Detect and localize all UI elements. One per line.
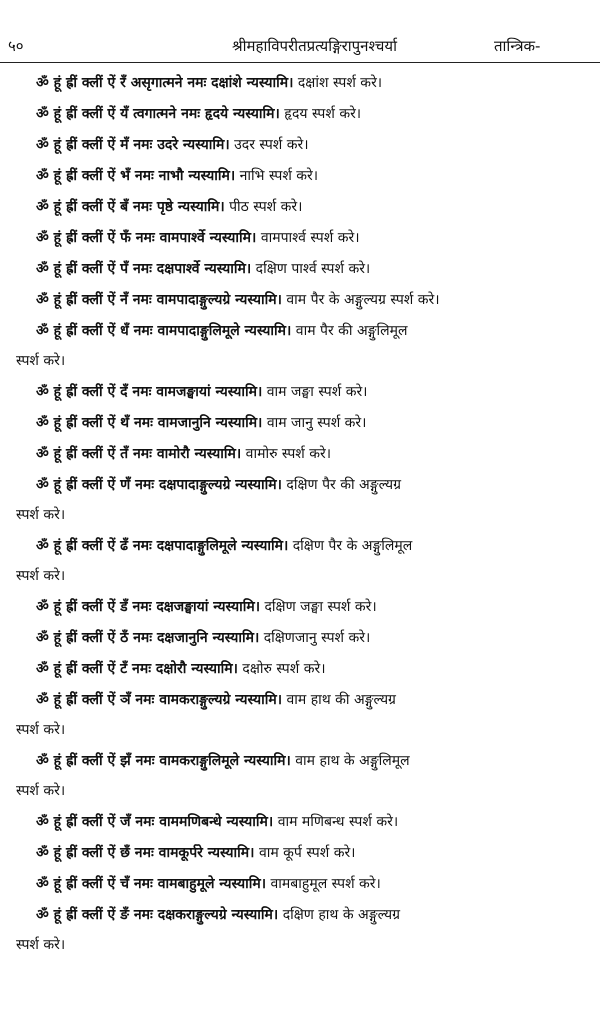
mantra-text: ॐ हूं ह्रीं क्लीं ऐं दँ नमः वामजङ्घायां न्यस्यामि। [36,384,263,400]
mantra-text: ॐ हूं ह्रीं क्लीं ऐं चँ नमः वामबाहुमूले न्यस्यामि। [36,876,267,892]
mantra-text: ॐ हूं ह्रीं क्लीं ऐं जँ नमः वाममणिबन्धे न्यस्यामि। [36,814,274,830]
nyasa-entry [16,291,588,309]
mantra-text: ॐ हूं ह्रीं क्लीं ऐं झँ नमः वामकराङ्गुलिमूले न्यस्यामि। [36,753,291,769]
nyasa-entry [16,537,588,585]
nyasa-entry [16,136,588,154]
mantra-text: ॐ हूं ह्रीं क्लीं ऐं यँ त्वगात्मने नमः हृदये न्यस्यामि। [36,106,280,122]
nyasa-entry [16,167,588,185]
section-label: तान्त्रिक- [494,37,541,55]
mantra-text: ॐ हूं ह्रीं क्लीं ऐं ढँ नमः दक्षपादाङ्गुलिमूले न्यस्यामि। [36,538,289,554]
nyasa-entry [16,629,588,647]
page-title: श्रीमहाविपरीतप्रत्यङ्गिरापुनश्चर्या [232,37,397,55]
nyasa-entry [16,906,588,954]
nyasa-entry [16,414,588,432]
mantra-text: ॐ हूं ह्रीं क्लीं ऐं छँ नमः वामकूर्परे न्यस्यामि। [36,845,255,861]
instruction-text: दक्षिण पैर की अङ्गुल्यग्र [286,477,402,493]
instruction-text: दक्षोरु स्पर्श करे। [242,661,326,677]
mantra-text: ॐ हूं ह्रीं क्लीं ऐं भँ नमः नाभौ न्यस्यामि। [36,168,236,184]
instruction-continuation: स्पर्श करे। [16,783,66,799]
instruction-continuation: स्पर्श करे। [16,353,66,369]
nyasa-entry [16,660,588,678]
nyasa-entry [16,844,588,862]
instruction-text: वामपार्श्व स्पर्श करे। [260,230,360,246]
nyasa-entry [16,322,588,370]
mantra-text: ॐ हूं ह्रीं क्लीं ऐं थँ नमः वामजानुनि न्यस्यामि। [36,415,263,431]
nyasa-entry [16,476,588,524]
instruction-text: दक्षिण पैर के अङ्गुलिमूल [292,538,413,554]
instruction-text: दक्षिण पार्श्व स्पर्श करे। [255,261,371,277]
nyasa-entry [16,383,588,401]
nyasa-entry [16,875,588,893]
instruction-text: वाम कूर्प स्पर्श करे। [258,845,356,861]
instruction-text: वाम पैर के अङ्गुल्यग्र स्पर्श करे। [286,292,440,308]
mantra-text: ॐ हूं ह्रीं क्लीं ऐं ङँ नमः दक्षकराङ्गुल्यग्रे न्यस्यामि। [36,907,279,923]
entry-line [16,752,588,770]
mantra-text: ॐ हूं ह्रीं क्लीं ऐं णँ नमः दक्षपादाङ्गुल्यग्रे न्यस्यामि। [36,477,282,493]
nyasa-entry [16,813,588,831]
instruction-text: उदर स्पर्श करे। [234,137,309,153]
instruction-text: वाम हाथ की अङ्गुल्यग्र [286,692,396,708]
instruction-text: वामबाहुमूल स्पर्श करे। [270,876,381,892]
mantra-text: ॐ हूं ह्रीं क्लीं ऐं डँ नमः दक्षजङ्घायां न्यस्यामि। [36,599,261,615]
instruction-continuation: स्पर्श करे। [16,937,66,953]
entry-line [16,322,588,340]
mantra-text: ॐ हूं ह्रीं क्लीं ऐं फँ नमः वामपार्श्वे न्यस्यामि। [36,230,257,246]
nyasa-entry [16,198,588,216]
page-number: ५० [8,37,24,55]
mantra-text: ॐ हूं ह्रीं क्लीं ऐं धँ नमः वामपादाङ्गुलिमूले न्यस्यामि। [36,323,292,339]
mantra-text: ॐ हूं ह्रीं क्लीं ऐं तँ नमः वामोरौ न्यस्यामि। [36,446,242,462]
instruction-text: वाम पैर की अङ्गुलिमूल [295,323,408,339]
nyasa-entry [16,598,588,616]
nyasa-entry [16,105,588,123]
instruction-text: दक्षांश स्पर्श करे। [297,75,383,91]
instruction-text: वाम हाथ के अङ्गुलिमूल [295,753,410,769]
nyasa-entry [16,752,588,800]
page-body [16,74,588,967]
instruction-continuation: स्पर्श करे। [16,722,66,738]
instruction-text: वामोरु स्पर्श करे। [245,446,332,462]
instruction-text: पीठ स्पर्श करे। [229,199,303,215]
instruction-continuation: स्पर्श करे। [16,507,66,523]
entry-line [16,906,588,924]
page-header [0,22,600,63]
instruction-text: नाभि स्पर्श करे। [239,168,319,184]
instruction-text: दक्षिण हाथ के अङ्गुल्यग्र [282,907,400,923]
mantra-text: ॐ हूं ह्रीं क्लीं ऐं टँ नमः दक्षोरौ न्यस्यामि। [36,661,238,677]
nyasa-entry [16,691,588,739]
mantra-text: ॐ हूं ह्रीं क्लीं ऐं बँ नमः पृष्ठे न्यस्यामि। [36,199,225,215]
instruction-text: वाम जङ्घा स्पर्श करे। [266,384,368,400]
mantra-text: ॐ हूं ह्रीं क्लीं ऐं ञँ नमः वामकराङ्गुल्यग्रे न्यस्यामि। [36,692,283,708]
entry-line [16,537,588,555]
mantra-text: ॐ हूं ह्रीं क्लीं ऐं नँ नमः वामपादाङ्गुल्यग्रे न्यस्यामि। [36,292,282,308]
mantra-text: ॐ हूं ह्रीं क्लीं ऐं मँ नमः उदरे न्यस्यामि। [36,137,230,153]
mantra-text: ॐ हूं ह्रीं क्लीं ऐं ठँ नमः दक्षजानुनि न्यस्यामि। [36,630,260,646]
instruction-text: वाम मणिबन्ध स्पर्श करे। [277,814,399,830]
nyasa-entry [16,445,588,463]
instruction-continuation: स्पर्श करे। [16,568,66,584]
nyasa-entry [16,74,588,92]
instruction-text: हृदय स्पर्श करे। [284,106,362,122]
nyasa-entry [16,260,588,278]
mantra-text: ॐ हूं ह्रीं क्लीं ऐं पँ नमः दक्षपार्श्वे न्यस्यामि। [36,261,252,277]
entry-line [16,691,588,709]
instruction-text: दक्षिण जङ्घा स्पर्श करे। [264,599,377,615]
instruction-text: दक्षिणजानु स्पर्श करे। [263,630,371,646]
nyasa-entry [16,229,588,247]
instruction-text: वाम जानु स्पर्श करे। [266,415,367,431]
mantra-text: ॐ हूं ह्रीं क्लीं ऐं रँ असृगात्मने नमः दक्षांशे न्यस्यामि। [36,75,294,91]
entry-line [16,476,588,494]
